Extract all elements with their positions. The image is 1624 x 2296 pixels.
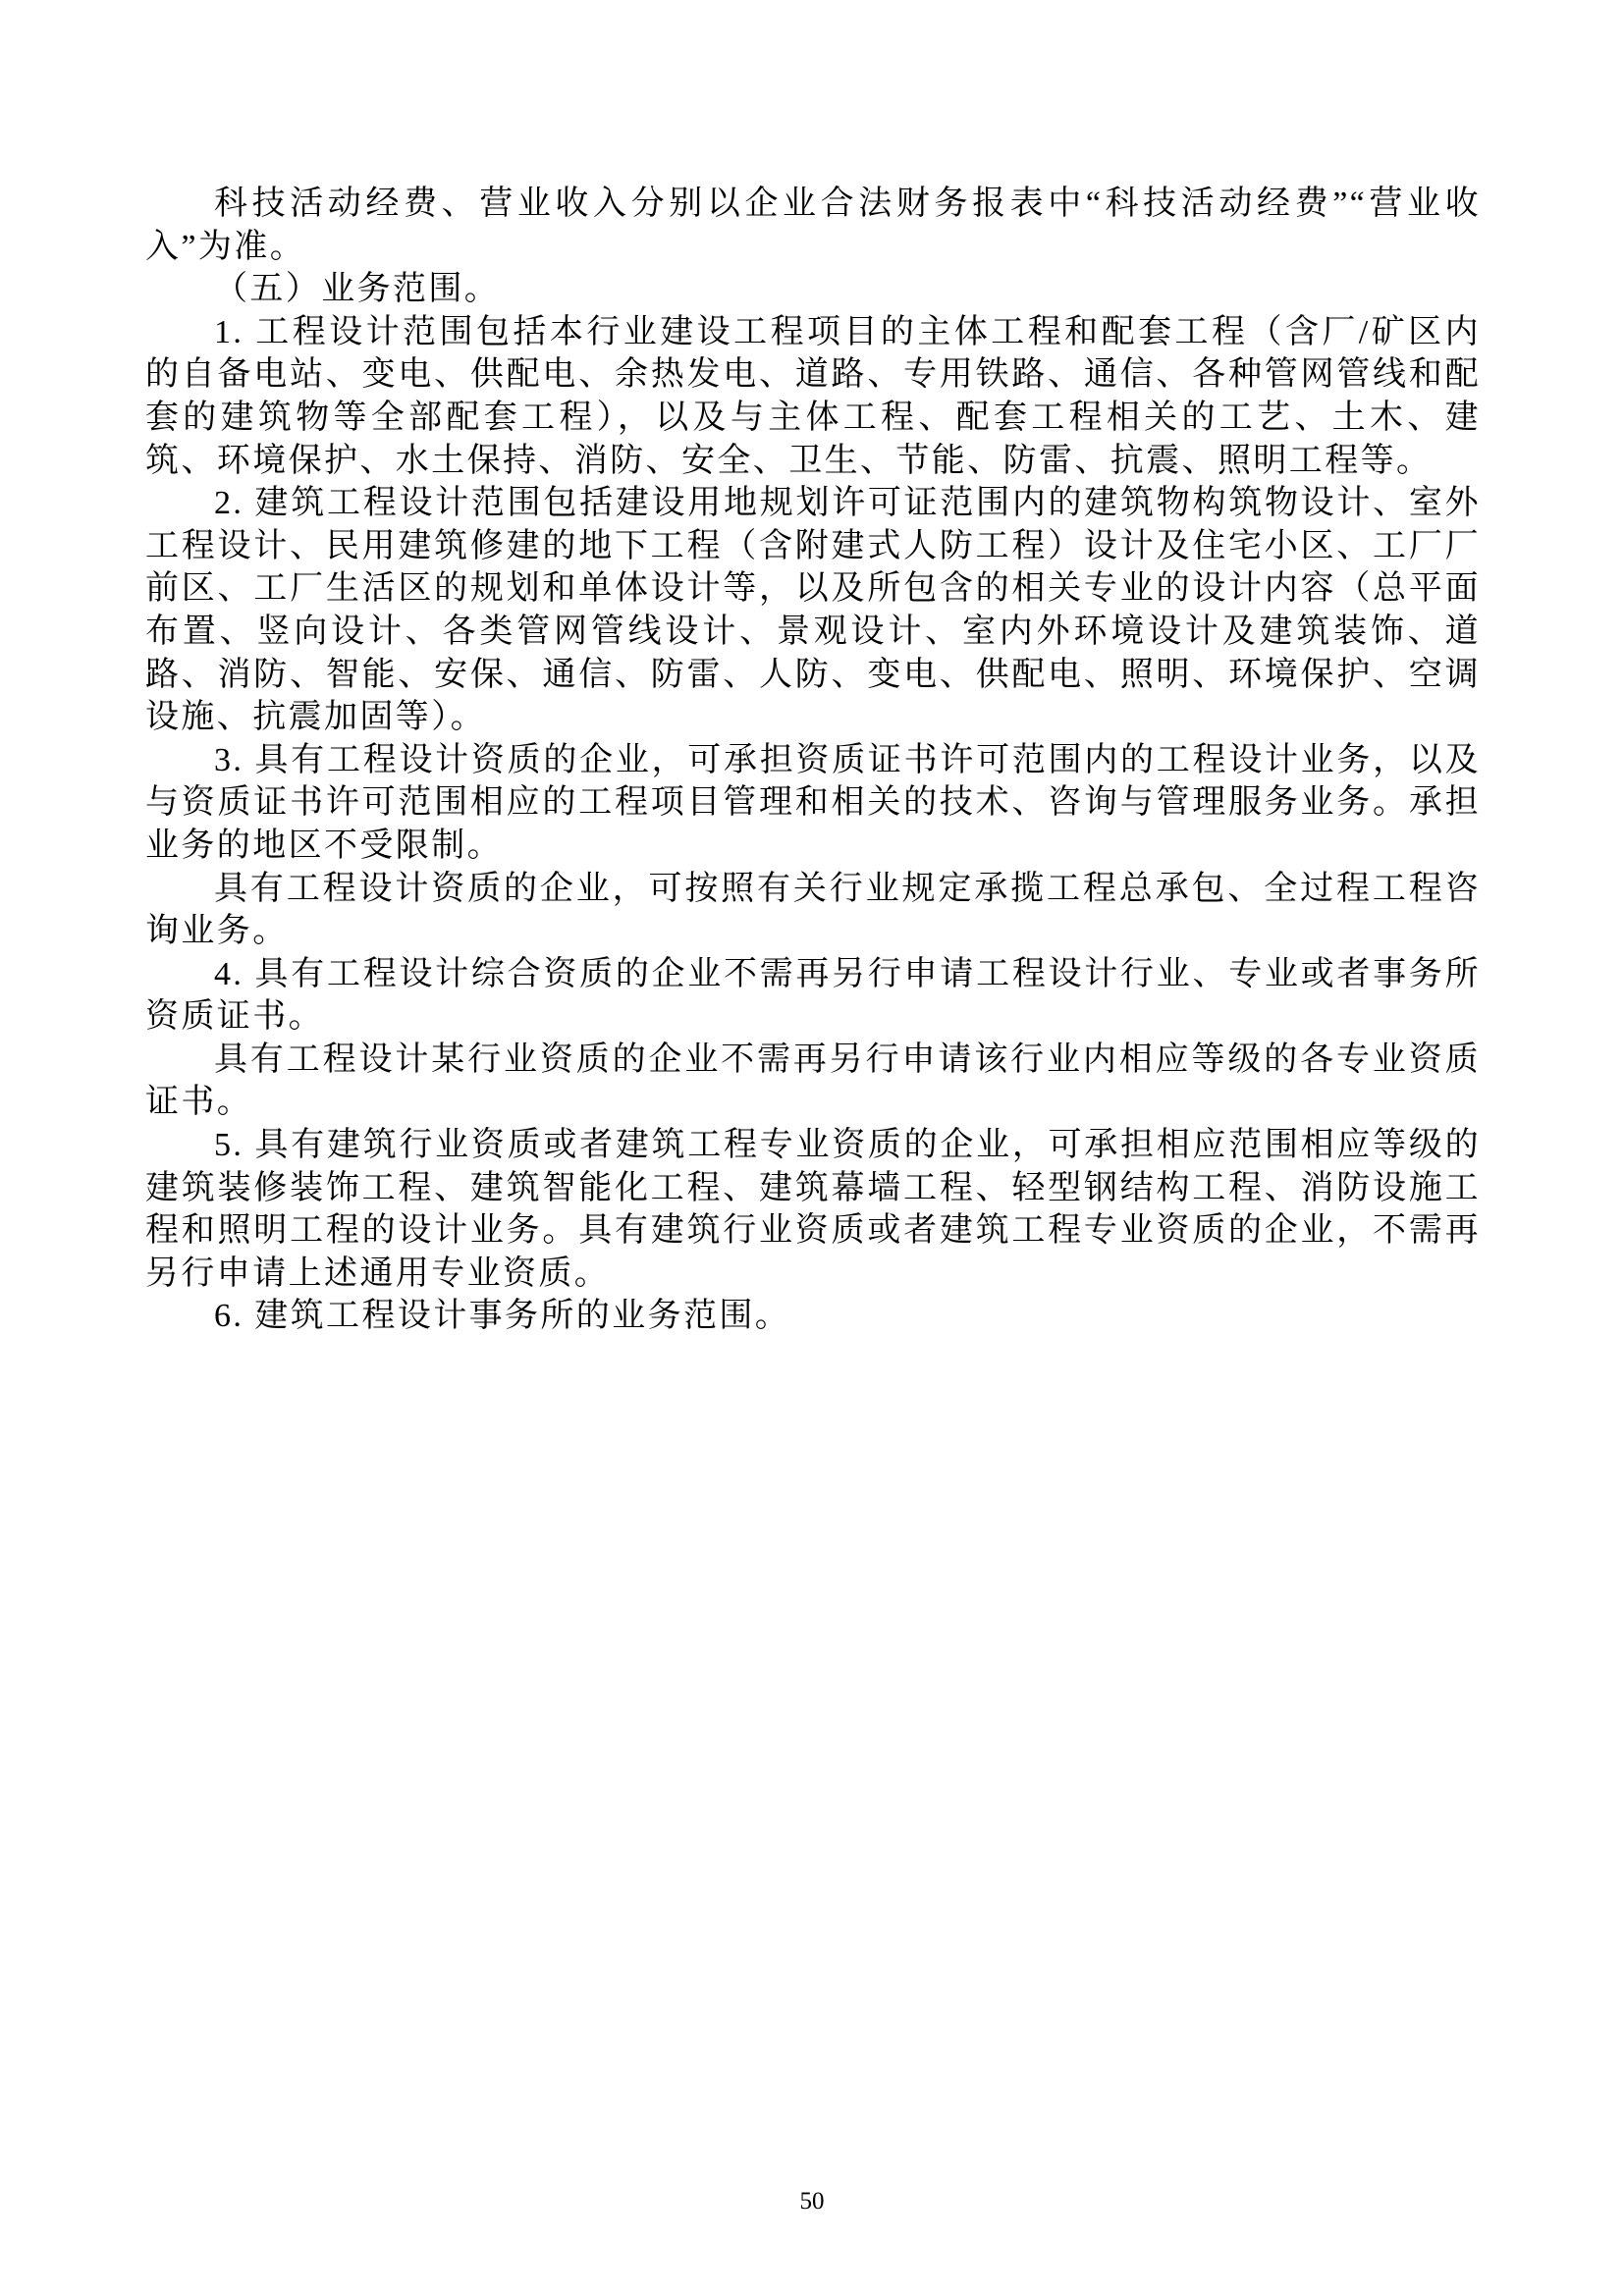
paragraph: 4. 具有工程设计综合资质的企业不需再另行申请工程设计行业、专业或者事务所资质证书。	[145, 955, 1481, 1036]
paragraph: 2. 建筑工程设计范围包括建设用地规划许可证范围内的建筑物构筑物设计、室外工程设计、民用建筑修建的地下工程（含附建式人防工程）设计及住宅小区、工厂厂前区、工厂生活区的规划和单体设计等，以及所包含的相关专业的设计内容（总平面布置、竖向设计、各类管网管线设计、景观设计、室内外环境设计及建筑装饰、道路、消防、智能、安保、通信、防雷、人防、变电、供配电、照明、环境保护、空调设施、抗震加固等）。	[145, 485, 1481, 736]
document-body	[145, 183, 1481, 1338]
paragraph: 具有工程设计某行业资质的企业不需再另行申请该行业内相应等级的各专业资质证书。	[145, 1041, 1481, 1121]
paragraph: 具有工程设计资质的企业，可按照有关行业规定承揽工程总承包、全过程工程咨询业务。	[145, 870, 1481, 950]
paragraph: 3. 具有工程设计资质的企业，可承担资质证书许可范围内的工程设计业务，以及与资质证书许可范围相应的工程项目管理和相关的技术、咨询与管理服务业务。承担业务的地区不受限制。	[145, 741, 1481, 864]
paragraph: 5. 具有建筑行业资质或者建筑工程专业资质的企业，可承担相应范围相应等级的建筑装修装饰工程、建筑智能化工程、建筑幕墙工程、轻型钢结构工程、消防设施工程和照明工程的设计业务。具有建筑行业资质或者建筑工程专业资质的企业，不需再另行申请上述通用专业资质。	[145, 1127, 1481, 1292]
paragraph: 1. 工程设计范围包括本行业建设工程项目的主体工程和配套工程（含厂/矿区内的自备电站、变电、供配电、余热发电、道路、专用铁路、通信、各种管网管线和配套的建筑物等全部配套工程），以及与主体工程、配套工程相关的工艺、土木、建筑、环境保护、水土保持、消防、安全、卫生、节能、防雷、抗震、照明工程等。	[145, 313, 1481, 479]
paragraph: 科技活动经费、营业收入分别以企业合法财务报表中“科技活动经费”“营业收入”为准。	[145, 186, 1481, 265]
paragraph: 6. 建筑工程设计事务所的业务范围。	[214, 1298, 791, 1335]
page-number: 50	[799, 2188, 825, 2215]
paragraph: （五）业务范围。	[214, 271, 501, 308]
